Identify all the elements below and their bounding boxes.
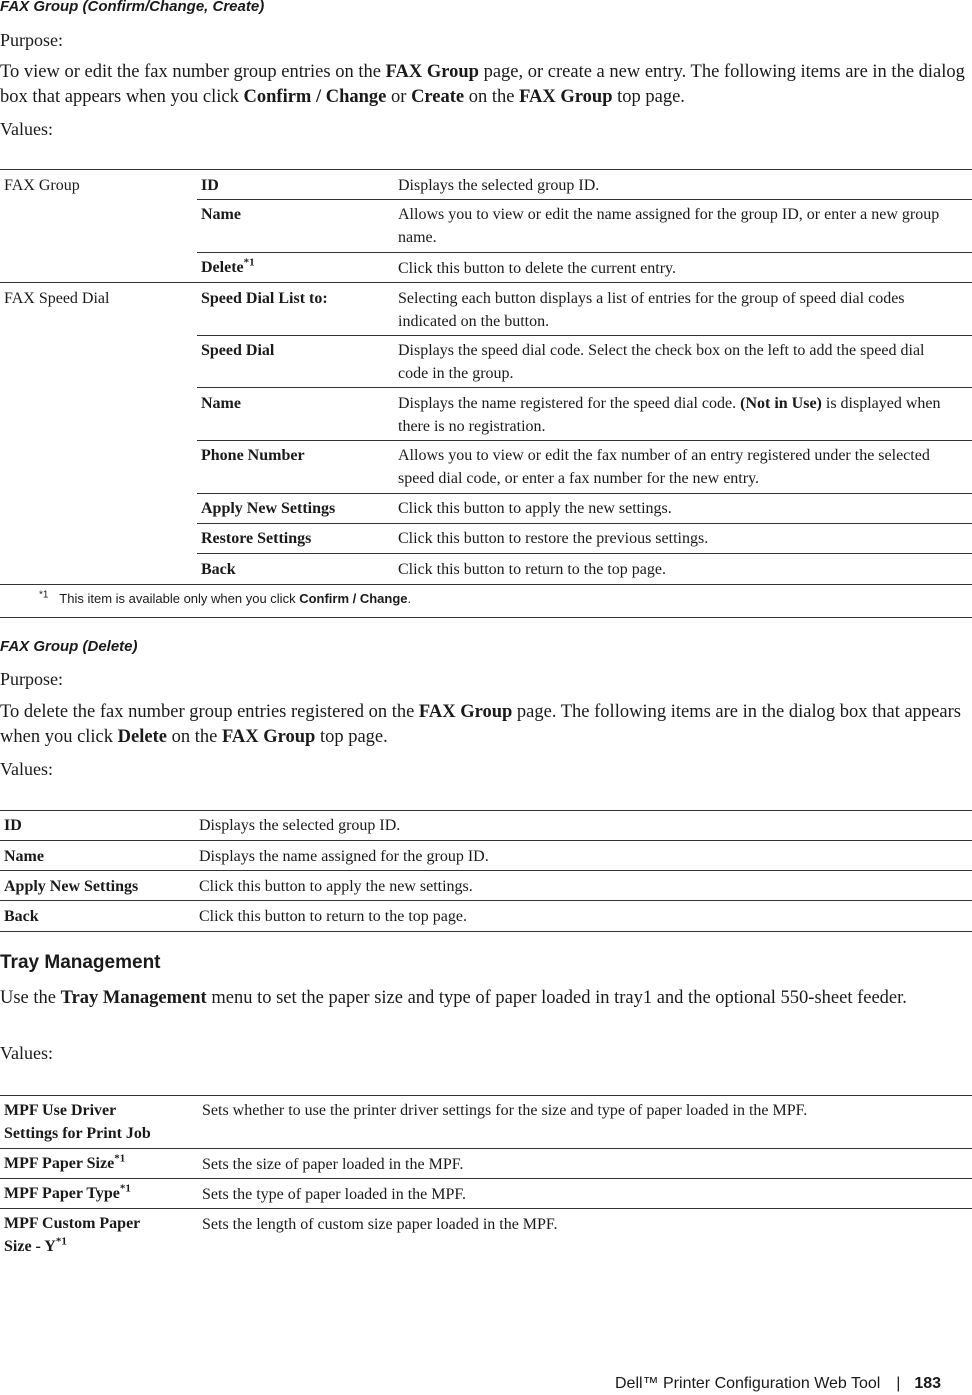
purpose-paragraph: To delete the fax number group entries registered on the FAX Group page. The following items are in the dialog box that appears when you click Delete on the FAX Group top page. xyxy=(0,702,961,747)
table-rule xyxy=(0,1178,972,1179)
table-rule xyxy=(197,387,972,388)
table-row-desc: Selecting each button displays a list of entries for the group of speed dial codes indicated on the button. xyxy=(398,290,905,330)
table-row-desc: Click this button to restore the previous settings. xyxy=(398,530,709,547)
table-row-desc: Displays the selected group ID. xyxy=(398,177,600,194)
table-rule xyxy=(197,335,972,336)
table-row-desc: Allows you to view or edit the fax number of an entry registered under the selected speed dial code, or enter a fax number for the new entry. xyxy=(398,447,930,487)
section-heading-fax-group-confirm: FAX Group (Confirm/Change, Create) xyxy=(0,0,265,15)
table-rule xyxy=(197,493,972,494)
table-row-desc: Click this button to return to the top page. xyxy=(398,561,666,578)
page-footer xyxy=(615,1375,941,1393)
table-row-item: ID xyxy=(201,177,219,194)
table-row-desc: Sets the length of custom size paper loaded in the MPF. xyxy=(202,1216,558,1233)
table-rule xyxy=(0,617,972,618)
table-rule xyxy=(197,440,972,441)
table-rule xyxy=(0,810,972,811)
table-row-item: MPF Paper Type$^{*1}$ xyxy=(4,1182,131,1202)
table-row-desc: Click this button to apply the new settings. xyxy=(199,878,473,895)
table-rule xyxy=(0,282,972,283)
table-row-desc: Click this button to apply the new settings. xyxy=(398,500,672,517)
table-row-item: Back xyxy=(201,561,236,578)
footnote: $^{*1}$ This item is available only when you click Confirm / Change. xyxy=(39,589,412,606)
table-rule xyxy=(0,584,972,585)
group-label-fax-group: FAX Group xyxy=(4,177,80,194)
table-row-desc: Displays the name registered for the speed dial code. (Not in Use) is displayed when there is no registration. xyxy=(398,395,941,435)
section-heading-tray-management: Tray Management xyxy=(0,952,161,973)
table-rule xyxy=(197,199,972,200)
table-row-item: MPF Custom Paper Size - $Y^{*1}$ xyxy=(4,1215,141,1255)
group-label-fax-speed-dial: FAX Speed Dial xyxy=(4,290,110,307)
table-rule xyxy=(197,523,972,524)
table-rule xyxy=(0,1095,972,1096)
table-rule xyxy=(0,870,972,871)
table-rule xyxy=(0,1208,972,1209)
table-row-item: Phone Number xyxy=(201,447,305,464)
table-row-item: Name xyxy=(201,206,241,223)
table-row-item: ID xyxy=(4,817,22,834)
intro-paragraph: Use the Tray Management menu to set the paper size and type of paper loaded in tray1 and the optional 550-sheet feeder. xyxy=(0,988,907,1008)
table-row-desc: Sets whether to use the printer driver settings for the size and type of paper loaded in the MPF. xyxy=(202,1102,808,1119)
table-row-desc: Displays the selected group ID. xyxy=(199,817,401,834)
table-row-item: Restore Settings xyxy=(201,530,312,547)
table-row-item: Back xyxy=(4,908,39,925)
purpose-label: Purpose: xyxy=(0,30,63,50)
table-row-desc: Sets the size of paper loaded in the MPF. xyxy=(202,1156,464,1173)
table-row-desc: Displays the speed dial code. Select the check box on the left to add the speed dial code in the group. xyxy=(398,342,925,382)
table-row-desc: Click this button to return to the top page. xyxy=(199,908,467,925)
table-row-item: Apply New Settings xyxy=(4,878,139,895)
table-row-item: Name xyxy=(4,848,44,865)
table-row-item: Name xyxy=(201,395,241,412)
table-row-desc: Displays the name assigned for the group ID. xyxy=(199,848,489,865)
values-label: Values: xyxy=(0,1043,53,1063)
table-rule xyxy=(0,931,972,932)
table-rule xyxy=(0,840,972,841)
purpose-paragraph: To view or edit the fax number group entries on the FAX Group page, or create a new entry. The following items are in the dialog box that appears when you click Confirm / Change or Create on the FAX Group top page. xyxy=(0,62,965,107)
footer-title: Dell™ Printer Configuration Web Tool xyxy=(615,1375,881,1392)
values-label: Values: xyxy=(0,759,53,779)
table-row-desc: Allows you to view or edit the name assigned for the group ID, or enter a new group name. xyxy=(398,206,940,246)
page-number: 183 xyxy=(914,1375,942,1392)
table-row-item: Speed Dial List to: xyxy=(201,290,328,307)
table-rule xyxy=(197,553,972,554)
table-row-item: Apply New Settings xyxy=(201,500,336,517)
table-rule xyxy=(0,169,972,170)
table-row-item: MPF Use Driver Settings for Print Job xyxy=(4,1102,151,1142)
table-row-item: Speed Dial xyxy=(201,342,275,359)
footer-separator: | xyxy=(896,1375,901,1392)
table-rule xyxy=(0,1148,972,1149)
section-heading-fax-group-delete: FAX Group (Delete) xyxy=(0,638,138,655)
table-row-desc: Click this button to delete the current entry. xyxy=(398,260,676,277)
table-rule xyxy=(197,252,972,253)
values-label: Values: xyxy=(0,119,53,139)
purpose-label: Purpose: xyxy=(0,669,63,689)
table-rule xyxy=(0,900,972,901)
table-row-item: Delete$^{*1}$ xyxy=(201,256,255,276)
table-row-item: MPF Paper Size$^{*1}$ xyxy=(4,1152,126,1172)
table-row-desc: Sets the type of paper loaded in the MPF. xyxy=(202,1186,467,1203)
